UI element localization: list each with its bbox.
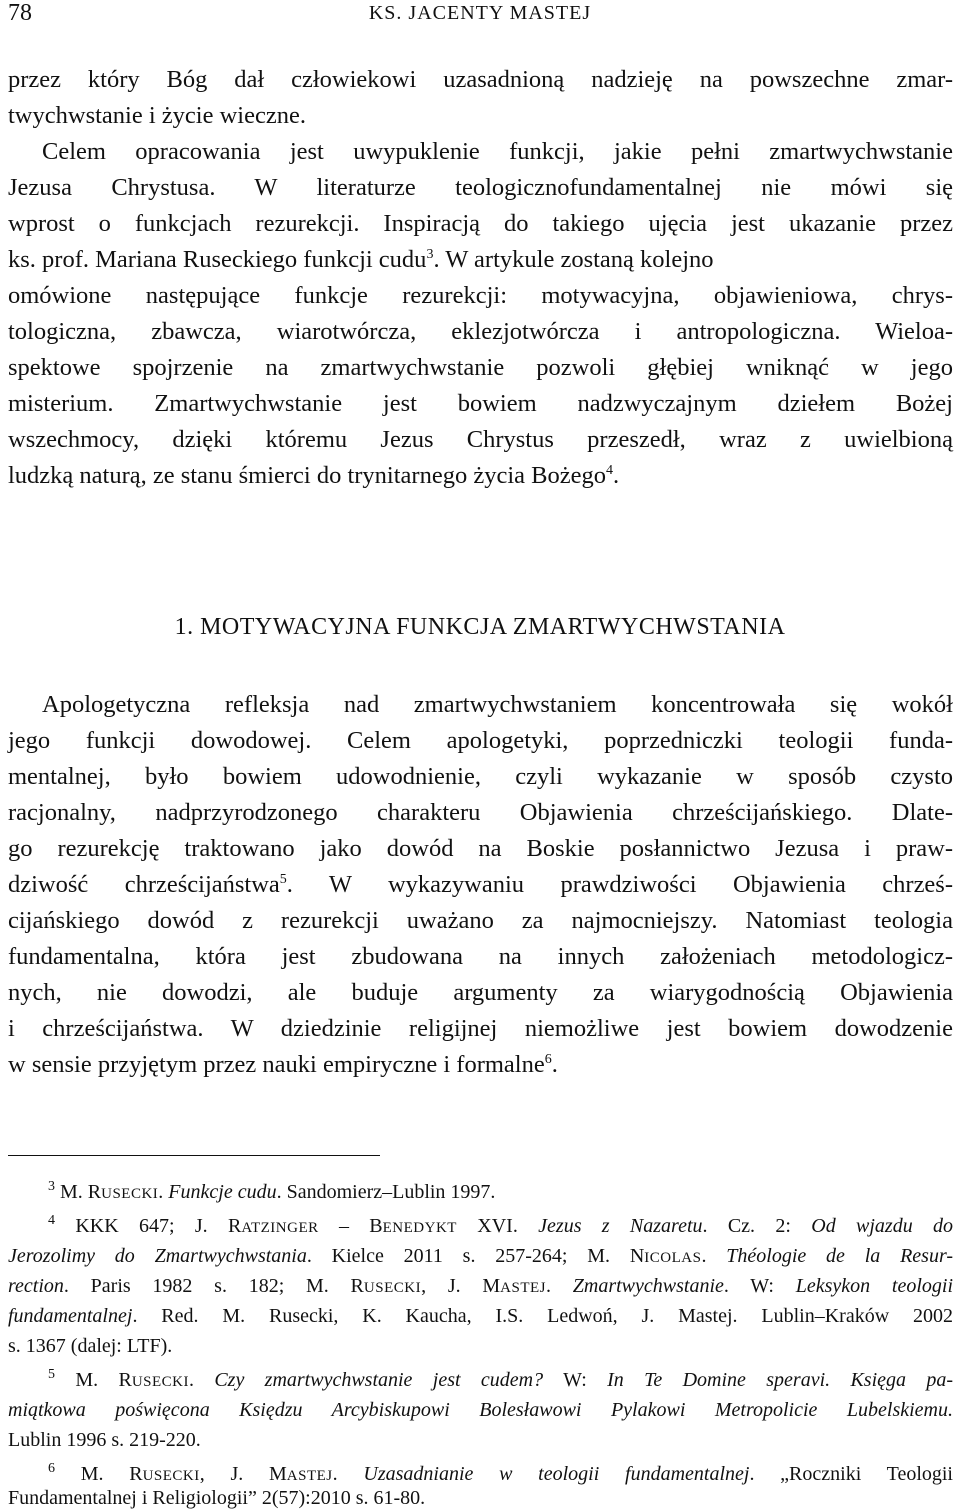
body-text: . W artykule zostaną kolejno [433,246,714,273]
body-line: Celem opracowania jest uwypuklenie funkcji, jakie pełni zmartwychwstanie [42,138,953,165]
footnote-text: . Paris 1982 s. 182; M. R [63,1275,364,1297]
body-line: mentalnej, było bowiem udowodnienie, czyli wykazanie w sposób czysto [8,763,953,790]
body-line: twychwstanie i życie wieczne. [8,102,306,129]
body-line: Apologetyczna refleksja nad zmartwychwstaniem koncentrowała się wokół [42,691,953,718]
body-text: dziwość chrześcijaństwa [8,871,280,898]
body-text: ks. prof. Mariana Ruseckiego funkcji cudu [8,246,427,273]
footnote-text: ATZINGER [241,1220,319,1236]
running-head: KS. JACENTY MASTEJ [368,2,592,24]
footnote-text: XVI. [456,1215,539,1237]
footnote-number: 4 [48,1213,55,1228]
footnote-text: . [701,1245,727,1267]
footnote-text: . [188,1369,215,1391]
footnote-3 [48,1180,953,1206]
footnote-4-line [8,1274,953,1300]
body-line [8,461,953,491]
body-line: i chrześcijaństwa. W dziedzinie religijnej niemożliwe jest bowiem dowodzenie [8,1015,953,1042]
footnote-ref[interactable]: 6 [544,1052,552,1067]
footnote-text: USECKI [142,1468,200,1484]
footnote-title: In Te Domine speravi. Księga pa- [607,1369,954,1391]
footnote-text: M. R [75,1369,132,1391]
footnote-text: . [332,1463,364,1485]
footnote-text: ICOLAS [644,1250,702,1266]
body-line [8,870,953,900]
footnote-text: . „Roczniki Teologii [749,1463,953,1485]
body-line: spektowe spojrzenie na zmartwychwstanie pozwoli głębiej wniknąć w jego [8,354,953,381]
footnote-text: M. R [80,1463,143,1485]
footnote-text: W: [543,1369,608,1391]
body-line: wszechmocy, dzięki któremu Jezus Chrystus przeszedł, wraz z uwielbioną [8,426,953,453]
page-number: 78 [8,0,32,26]
footnote-title: Czy zmartwychwstanie jest cudem? [214,1369,544,1391]
footnote-text: ENEDYKT [382,1220,457,1236]
body-line: misterium. Zmartwychwstanie jest bowiem nadzwyczajnym dziełem Bożej [8,390,953,417]
footnote-text: . Red. M. Rusecki, K. Kaucha, I.S. Ledwoń, J. Mastej. Lublin–Kraków 2002 [132,1305,953,1327]
body-text: . [551,1051,558,1078]
footnote-title: Leksykon teologii [795,1275,954,1297]
footnote-title: Théologie de la Resur- [726,1245,953,1267]
footnote-text: . [158,1181,169,1203]
footnote-text: . Kielce 2011 s. 257-264; M. N [306,1245,645,1267]
footnote-title: Jezus z Nazaretu [538,1215,703,1237]
footnote-text: ASTEJ [286,1468,333,1484]
body-text: ludzką naturą, ze stanu śmierci do trynitarnego życia Bożego [8,462,606,489]
body-line [8,1050,953,1080]
footnote-4-line [8,1304,953,1328]
body-line: tologiczna, zbawcza, wiarotwórcza, eklezjotwórcza i antropologiczna. Wieloa- [8,318,953,345]
footnote-4-line [8,1244,953,1270]
footnote-text: USECKI [363,1280,422,1296]
footnote-title: fundamentalnej [8,1305,133,1327]
footnote-text: – B [318,1215,383,1237]
body-line [8,245,953,275]
footnote-6-line: Fundamentalnej i Religiologii” 2(57):2010 s. 61-80. [8,1487,426,1509]
footnote-5-line [48,1368,953,1394]
footnote-number: 6 [48,1461,55,1476]
footnote-text: USECKI [101,1186,159,1202]
footnote-text: . W: [723,1275,796,1297]
footnote-text: KKK 647; J. R [75,1215,242,1237]
footnote-text: . Sandomierz–Lublin 1997. [276,1181,496,1203]
body-text: w sensie przyjętym przez nauki empiryczne i formalne [8,1051,545,1078]
footnote-4-line [48,1214,953,1240]
body-line: fundamentalna, która jest zbudowana na innych założeniach metodologicz- [8,943,953,970]
body-line: omówione następujące funkcje rezurekcji: motywacyjna, objawieniowa, chrys- [8,282,953,309]
body-line: Jezusa Chrystusa. W literaturze teologicznofundamentalnej nie mówi się [8,174,953,201]
body-text: . W wykazywaniu prawdziwości Objawienia chrześ- [286,871,954,898]
body-line: jego funkcji dowodowej. Celem apologetyki, poprzedniczki teologii funda- [8,727,953,754]
footnote-number: 3 [48,1179,55,1194]
footnote-text: M. R [60,1181,102,1203]
footnote-title: Funkcje cudu [168,1181,277,1203]
footnote-6-line [48,1462,953,1488]
page-header [8,0,952,30]
body-line: racjonalny, nadprzyrodzonego charakteru Objawienia chrześcijańskiego. Dlate- [8,799,953,826]
footnote-separator [8,1155,380,1156]
footnote-5-line: Lublin 1996 s. 219-220. [8,1429,201,1451]
body-line: nych, nie dowodzi, ale buduje argumenty za wiarygodnością Objawienia [8,979,953,1006]
body-line: wprost o funkcjach rezurekcji. Inspiracją do takiego ujęcia jest ukazanie przez [8,210,953,237]
footnote-ref[interactable]: 3 [426,247,434,262]
footnote-ref[interactable]: 5 [279,872,287,887]
footnote-title: rection [8,1275,64,1297]
footnote-title: Uzasadnianie w teologii fundamentalnej [363,1463,750,1485]
footnote-ref[interactable]: 4 [605,463,613,478]
footnote-title: Jerozolimy do Zmartwychwstania [8,1245,307,1267]
footnote-text: . Cz. 2: [702,1215,812,1237]
footnote-4-line: s. 1367 (dalej: LTF). [8,1335,173,1357]
body-line: przez który Bóg dał człowiekowi uzasadnioną nadzieję na powszechne zmar- [8,66,953,93]
body-line: go rezurekcję traktowano jako dowód na Boskie posłannictwo Jezusa i praw- [8,835,953,862]
footnote-title: Zmartwychwstanie [572,1275,724,1297]
footnote-text: USECKI [131,1374,189,1390]
body-line: cijańskiego dowód z rezurekcji uważano za najmocniejszy. Natomiast teologia [8,907,953,934]
footnote-number: 5 [48,1367,55,1382]
footnote-5-line [8,1398,953,1422]
footnote-text: , J. M [199,1463,287,1485]
footnote-text: , J. M [421,1275,501,1297]
footnote-text: ASTEJ [500,1280,546,1296]
footnote-title: miątkowa poświęcona Księdzu Arcybiskupowi Bolesławowi Pylakowi Metropolicie Lubelskiemu. [8,1399,953,1421]
footnote-text: . [546,1275,573,1297]
footnote-title: Od wjazdu do [811,1215,954,1237]
section-heading: 1. MOTYWACYJNA FUNKCJA ZMARTWYCHWSTANIA [174,614,786,640]
body-text: . [612,462,620,489]
